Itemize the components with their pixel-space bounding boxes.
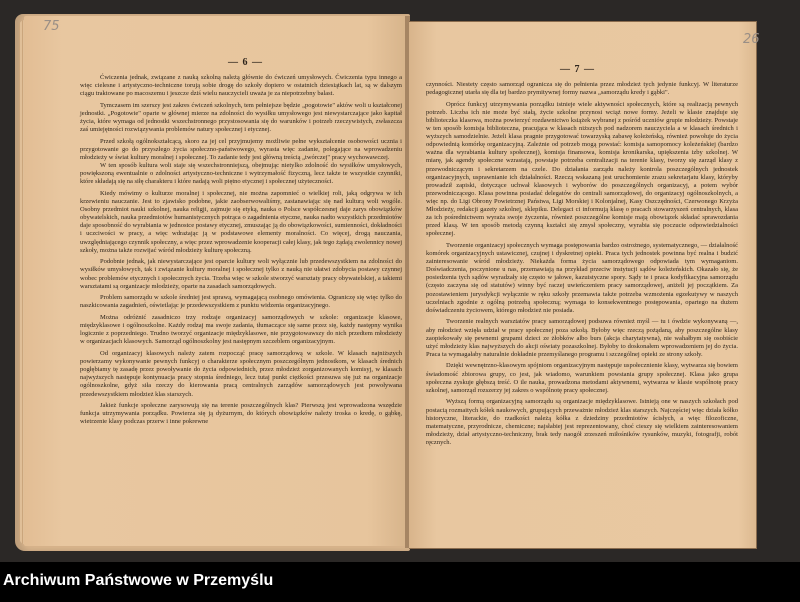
archive-pencil-mark-left: 75 (43, 19, 60, 34)
footer-bar (0, 562, 800, 602)
paragraph: Tworzenie organizacyj społecznych wymaga postępowania bardzo ostrożnego, systematycznego, — działalność komórek organizacyjnych ustawicznej, czujnej i dyskretnej opieki. Praca tych jednostek powinna być realna i budzić zainteresowanie wśród młodzieży. Niekażda forma życia samorządowego odpowiada tym wymaganiom. Doświadczenia, poczynione u nas, przemawiają na przykład przeciw instytucji sądów koleżeńskich. Okazało się, że posiedzenia tych sądów wyradzały się często w jałowe, kazuistyczne spory. Sądy te i praca kodyfikacyjna samorządu (często zaczyna się od statutów) winny być raczej uwieńczeniem pracy samorządowej, aniżeli jej początkiem. Za pozostawieniem jurysdykcji wyłącznie w ręku szkoły przemawia także potrzeba wzmożenia egzekutywy w naszych uczelniach zgodnie z ogólną potrzebą społeczną; wymaga to konsekwentnego postępowania, opartego na dużem doświadczeniu życiowem, którego młodzież nie posiada. (426, 241, 738, 314)
paragraph: Kiedy mówimy o kulturze moralnej i społecznej, nie można zapomnieć o wielkiej roli, jaką odgrywa w ich krzewieniu nauczanie. Jest to zjawisko podobne, jakie zaobserwowaliśmy, zastanawiając się nad kulturą woli wogóle. Osobny przedmiot nauki szkolnej, nauka religji, zajmuje się etyką, nauka o Polsce współczesnej daje zarys obowiązków obywatelskich, nauka przedmiotów humanistycznych potrąca o zagadnienia etyczne, nauka nadto wszystkich przedmiotów daje sposobność do wyrabiania w jednostce postawy etycznej, zmuszając ją do obowiązkowości, sumienności, dokładności i uczciwości w pracy, a więc wdrażając ją w podstawowe elementy moralności. Co więcej, drogą nauczania, uwzględniającego czynnik społeczny, a więc przez wprowadzenie kooperacji całej klasy, jak tego żądają zwolennicy nowej szkoły, można także rozwijać wśród młodzieży kulturę społeczną. (80, 190, 402, 254)
paragraph: Oprócz funkcyj utrzymywania porządku istnieje wiele aktywności społecznych, które są realizacją pewnych potrzeb. Liczba ich nie może być stałą, życie szkolne przynosi wciąż nowe formy. Jeżeli w klasie znajduje się biblioteczka klasowa, można powierzyć rozdawnictwo książek wybranej z pośród uczniów grupie młodzieży. Powstaje w ten sposób komisja biblioteczna, pracująca w klasach niższych pod nadzorem nauczyciela a w klasach średnich i wyższych samodzielnie. Jeżeli klasa pragnie przygotować towarzyską zabawę koleżeńską, również powołuje do życia odpowiednią komórkę organizacyjną. Zależnie od potrzeb mogą powstać: komisja samopomocy koleżeńskiej (bardzo ważna dla wyrabiania kultury społecznej), komisja finansowa, komisja kronikarska, upiększenia izby szkolnej. W miarę, jak agendy społeczne wzrastają, powstaje potrzeba centralizacji na terenie klasy, tworzy się zarząd klasy z przewodniczącym i sekretarzem na czele. Do działania zarządu należy kontrola poszczególnych jednostek organizacyjnych, usprawnianie ich działalności. Rzeczą wskazaną jest uruchomienie zrazu sekretarjatu klasy, któryby prowadził zapiski, dotyczące uchwał klasowych i wyborów do poszczególnych organizacyj, a potem wybór przewodniczącego. Klasa powinna posiadać delegatów do centrali samorządowej, do organizacyj ogólnoszkolnych, a więc np. do Ligi Obrony Powietrznej Państwa, Ligi Morskiej i Kolonjalnej, Kasy Oszczędności, Czerwonego Krzyża Młodzieży, redakcji gazety szkolnej, sklepiku. Delegaci ci informują klasę o pracach stowarzyszeń centralnych, klasa za ich pośrednictwem wyraża swoje życzenia, również poszczególne komisje mają obowiązek składać sprawozdania przed klasą. W ten sposób metodą czynną kształci się zmysł społeczny, wyrabia się poczucie odpowiedzialności społecznej. (426, 100, 738, 238)
paragraph: Podobnie jednak, jak niewystarczające jest oparcie kultury woli wyłącznie lub przedewszystkiem na zdolności do wysiłków umysłowych, tak i związanie kultury moralnej i społecznej tylko z nauką nie ułatwi zdobycia postawy czynnej wobec problemów etycznych i społecznych życia. Trzeba więc w szkole stworzyć warsztaty pracy obywatelskiej, a takiemi warsztatami są organizacje młodzieży, oparte na zasadach samorządowych. (80, 258, 402, 290)
paragraph: Przed szkołą ogólnokształcącą, skoro za jej cel przyjmujemy możliwie pełne wykształcenie osobowości ucznia i przygotowanie go do przyszłego życia społeczno-państwowego, wyrasta więc zadanie, polegające na wprowadzeniu młodzieży w świat kultury moralnej i społecznej. To zadanie tedy jest główną treścią „twórczej" pracy wychowawczej. (80, 137, 402, 162)
archive-pencil-mark-right: 26 (743, 32, 760, 47)
left-page-text (80, 74, 402, 430)
paragraph: Problem samorządu w szkole średniej jest sprawą, wymagającą osobnego omówienia. Ograniczę się więc tylko do naszkicowania zagadnień, oświetlając je przedewszystkiem z punktu widzenia organizacyjnego. (80, 294, 402, 310)
paragraph: Ćwiczenia jednak, związane z nauką szkolną należą głównie do ćwiczeń umysłowych. Ćwiczenia typu innego a więc cielesne i artystyczno-techniczne torują sobie drogę do szkoły dopiero w ostatnich dziesiątkach lat, są w dalszym ciągu traktowane po macoszemu i jeszcze dziś wielu nauczycieli uważa je za niepotrzebny balast. (80, 74, 402, 98)
paragraph: Wyższą formą organizacyjną samorządu są organizacje międzyklasowe. Istnieją one w naszych szkołach pod postacią rozmaitych kółek naukowych, grupujących przeważnie młodzież klas starszych. Najczęściej więc działa kółko historyczne, literackie, do rzadkości należą kółka z dziedziny przedmiotów ścisłych, a więc filozoficzne, matematyczne, przyrodnicze, chemiczne; najsłabiej jest reprezentowany, choć cieszy się wielkiem zainteresowaniem młodzieży, dział artystyczno-techniczny, brak tedy naogół zrzeszeń miłośników rysunków, muzyki, fotografji, robót ręcznych. (426, 398, 738, 446)
paragraph: Od organizacyj klasowych należy zatem rozpocząć pracę samorządową w szkole. W klasach najniższych powierzamy wykonywanie pewnych funkcyj o charakterze społecznym poszczególnym jednostkom, w klasach średnich pogłębiamy tę zasadę przez powoływanie do życia odpowiednich, przez młodzież zorganizowanych komisyj, w klasach najwyższych następuje kontynuacja pracy stopnia średniego, lecz tutaj punkt ciężkości przesuwa się już na organizacje ogólnoszkolne, gdyż siła rzeczy do kierowania pracą centralnych zarządów samorządowych jest powoływana przedewszystkiem młodzież klas starszych. (80, 350, 402, 398)
right-page-text (426, 81, 738, 451)
paragraph: Dzięki wewnętrzno-klasowym spójniom organizacyjnym następuje uspołecznienie klasy, wytwarza się bowiem świadomość zbiorowa grupy, co jest, jak wiadomo, warunkiem powstania grupy społecznej. Klasa jako grupa społeczna zyskuje głębszą treść. O ile nauka, prowadzona metodami aktywnemi, wytwarza w klasie wspólnotę pracy szkolnej, samorząd rozszerzy jej zakres o wspólnotę pracy społecznej. (426, 362, 738, 394)
paragraph: W ten sposób kultura woli staje się wszechstronniejszą, obejmując nietylko zdolność do wysiłków umysłowych, powiększoną ewentualnie o zdolności artystyczno-techniczne i wytrzymałość fizyczną, lecz także te wszystkie czynniki, które składają się na siłę charakteru i które nadają woli piętno etycznej i społecznej użyteczności. (80, 162, 402, 186)
page-number-right: — 7 — (560, 64, 595, 75)
paragraph: Tymczasem im szerszy jest zakres ćwiczeń szkolnych, tem pełniejsze będzie „pogotowie" aktów woli u kształconej jednostki. „Pogotowie" oparte w głównej mierze na zdolności do wysiłku umysłowego jest niewystarczające jako kapitał życia, które wymaga od jednostki wszechstronnego przystosowania się do warunków i potrzeb rzeczywistych, zwłaszcza zaś umiejętności rozwiązywania problemów natury społecznej i etycznej. (80, 101, 402, 134)
archive-name: Archiwum Państwowe w Przemyślu (3, 572, 274, 589)
paragraph: Tworzenie realnych warsztatów pracy samorządowej podsuwa również myśl — tu i ówdzie wykonywaną —, aby młodzież wzięła udział w pracy społecznej poza szkołą. Byłoby więc rzeczą pożądaną, aby poszczególne klasy zaopiekowały się pewnemi grupami dzieci ze żłobków albo burs (akcja charytatywna), nie wahałbym się osobiście użyć młodzieży klas najwyższych do akcji oświaty pozaszkolnej. Byłoby to doskonałem wprowadzeniem jej do życia. Praca ta wymagałaby naturalnie dokładnie przemyślanego programu i szczególnej opieki ze strony szkoły. (426, 318, 738, 358)
page-number-left: — 6 — (228, 57, 263, 68)
paragraph: czynności. Niestety często samorząd ogranicza się do pełnienia przez młodzież tych jedynie funkcyj. W literaturze pedagogicznej utarła się dla tej bardzo prymitywnej formy nazwa „samorządu kredy i gąbki". (426, 81, 738, 97)
paragraph: Jakież funkcje społeczne zarysowują się na terenie poszczególnych klas? Pierwszą jest wprowadzona wszędzie funkcja utrzymywania porządku. Powierza się ją dyżurnym, do których obowiązków należy troska o kredę, o gąbkę, wietrzenie klasy podczas przerw i inne pokrewne (80, 402, 402, 426)
paragraph: Można odróżnić zasadniczo trzy rodzaje organizacyj samorządowych w szkole: organizacje klasowe, międzyklasowe i ogólnoszkolne. Każdy rodzaj ma swoje zadania, tłumaczące się same przez się, każdy następny wynika logicznie z poprzedniego. Trudno tworzyć organizacje międzyklasowe, nie przygotowawszy do nich przedtem młodzieży w organizacjach klasowych. Samorząd ogólnoszkolny jest następnym szczeblem organizacyjnym. (80, 314, 402, 346)
